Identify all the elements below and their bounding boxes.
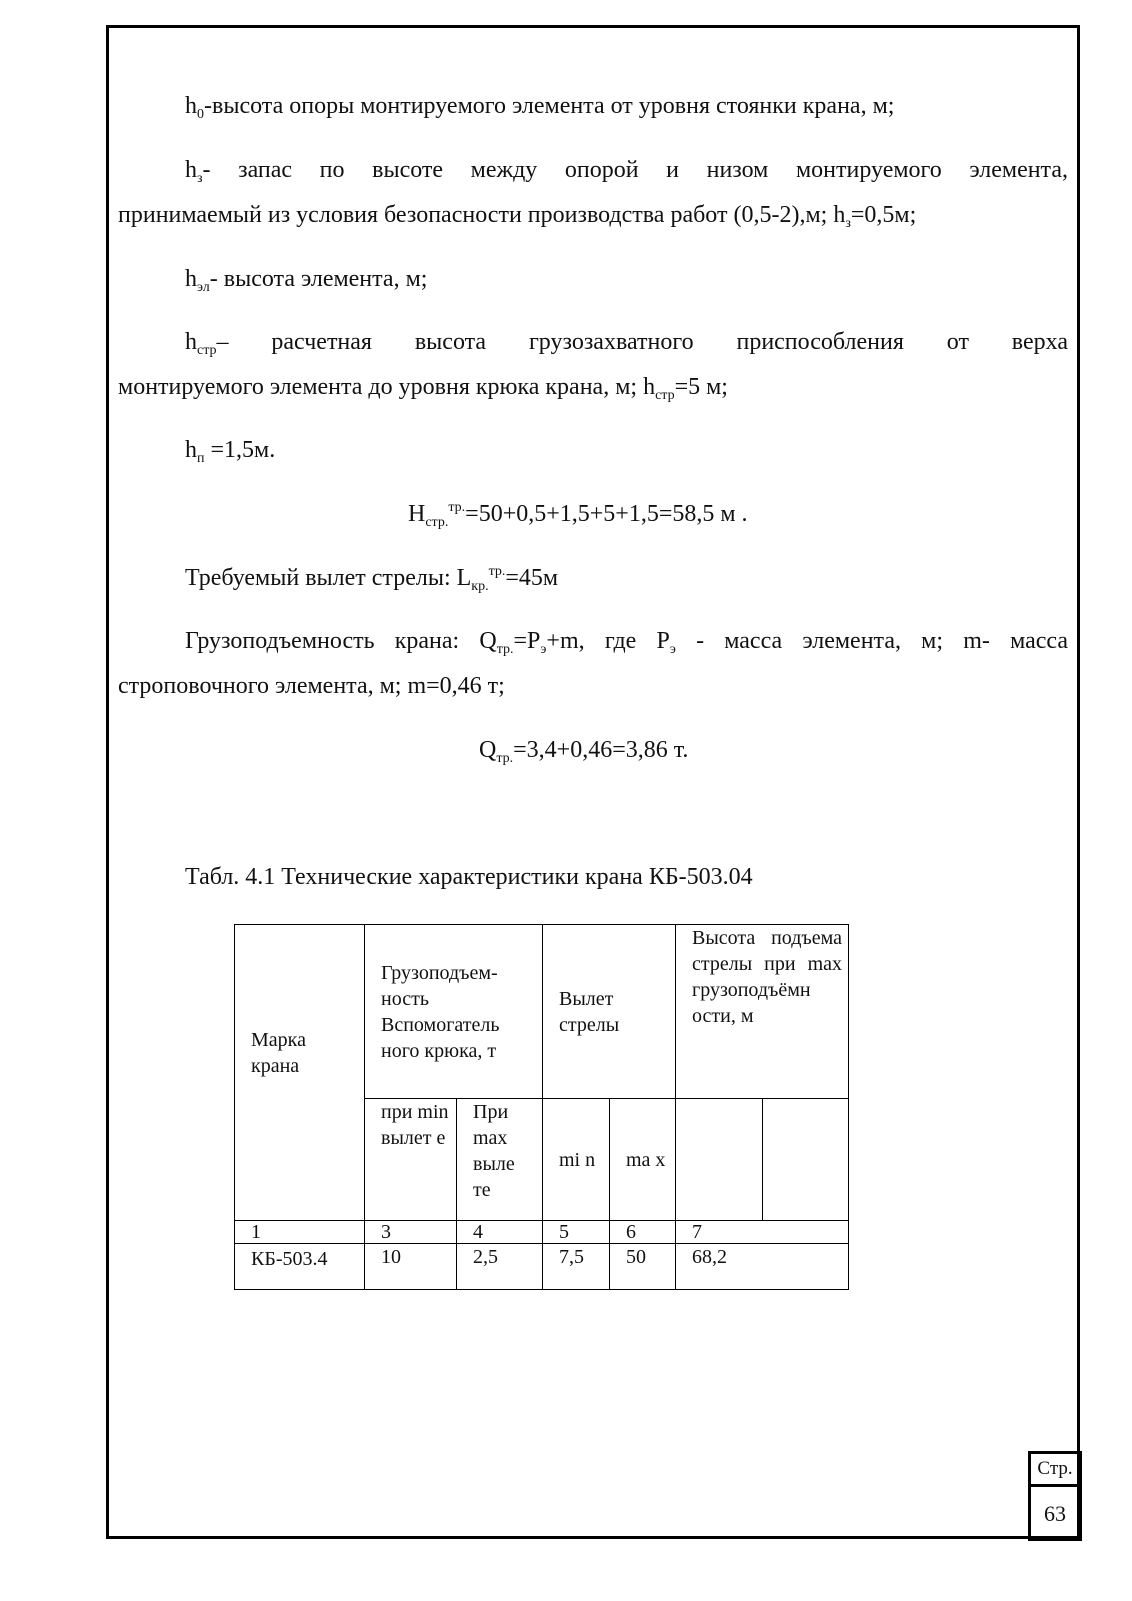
- table-cell: 6: [610, 1221, 676, 1244]
- table-cell: 2,5: [457, 1244, 543, 1290]
- subheader-empty-1: [676, 1099, 763, 1221]
- table-cell: КБ-503.4: [235, 1244, 365, 1290]
- table-cell: 4: [457, 1221, 543, 1244]
- table-cell: 10: [365, 1244, 457, 1290]
- para-hp: $h_п =1,5м$.: [185, 437, 276, 466]
- para-hstr-line1: $h_{стр}-$ расчетная высота грузозахватного приспособления от верха: [185, 329, 1068, 358]
- subheader-min-reach: при min вылет е: [365, 1099, 457, 1221]
- para-hz-line1: $h_з-$ запас по высоте между опорой и низом монтируемого элемента,: [185, 157, 1068, 186]
- table-row: [235, 1244, 849, 1290]
- table-caption: Табл. 4.1 Технические характеристики крана КБ-503.04: [185, 864, 753, 890]
- subheader-max-reach: При max выле те: [457, 1099, 543, 1221]
- para-hz-line2: принимаемый из условия безопасности производства работ (0,5-2),м; $h_з=0,5м$;: [118, 202, 917, 231]
- subheader-empty-2: [763, 1099, 849, 1221]
- subheader-reach-max: ma x: [610, 1099, 676, 1221]
- formula-height: $H_{стр.}^{тр.}=50+0,5+1,5+5+1,5=58,5$ м .: [408, 500, 748, 530]
- para-h0: $h_0$-высота опоры монтируемого элемента от уровня стоянки крана, м;: [185, 93, 895, 122]
- crane-spec-table: [234, 924, 849, 1290]
- header-reach: Вылет стрелы: [543, 925, 676, 1099]
- table-header-row: [235, 925, 849, 1099]
- header-capacity: Грузоподъем-ность Вспомогатель ного крюка, т: [365, 925, 543, 1099]
- para-capacity-line1: Грузоподъемность крана: $Q_{тр.}=Р_э+m$, где $Р_э$ - масса элемента, м; m- масса: [185, 628, 1068, 657]
- header-height: Высота подъема стрелы при max грузоподъёмн ости, м: [676, 925, 849, 1099]
- para-hstr-line2: монтируемого элемента до уровня крюка крана, м; $h_{стр}=5$ м;: [118, 374, 728, 403]
- subheader-reach-min: mi n: [543, 1099, 610, 1221]
- formula-capacity: $Q_{тр.}=3,4+0,46=3,86$ т.: [479, 737, 689, 766]
- para-capacity-line2: строповочного элемента, м; m=0,46 т;: [118, 673, 505, 699]
- table-cell: 1: [235, 1221, 365, 1244]
- page-number: 63: [1044, 1501, 1066, 1526]
- table-cell: 50: [610, 1244, 676, 1290]
- table-cell: 3: [365, 1221, 457, 1244]
- table-number-row: [235, 1221, 849, 1244]
- para-reach: Требуемый вылет стрелы: $L_{кр.}^{тр.}=45м$: [185, 564, 559, 594]
- table-cell: 7: [676, 1221, 849, 1244]
- page-frame: [106, 25, 1080, 1539]
- table-cell: 5: [543, 1221, 610, 1244]
- table-cell: 68,2: [676, 1244, 849, 1290]
- header-mark: Марка крана: [235, 925, 365, 1221]
- table-cell: 7,5: [543, 1244, 610, 1290]
- page-label: Стр.: [1031, 1454, 1079, 1487]
- page-number-stamp: [1028, 1451, 1082, 1541]
- para-hel: $h_{эл}-$ высота элемента, м;: [185, 266, 428, 295]
